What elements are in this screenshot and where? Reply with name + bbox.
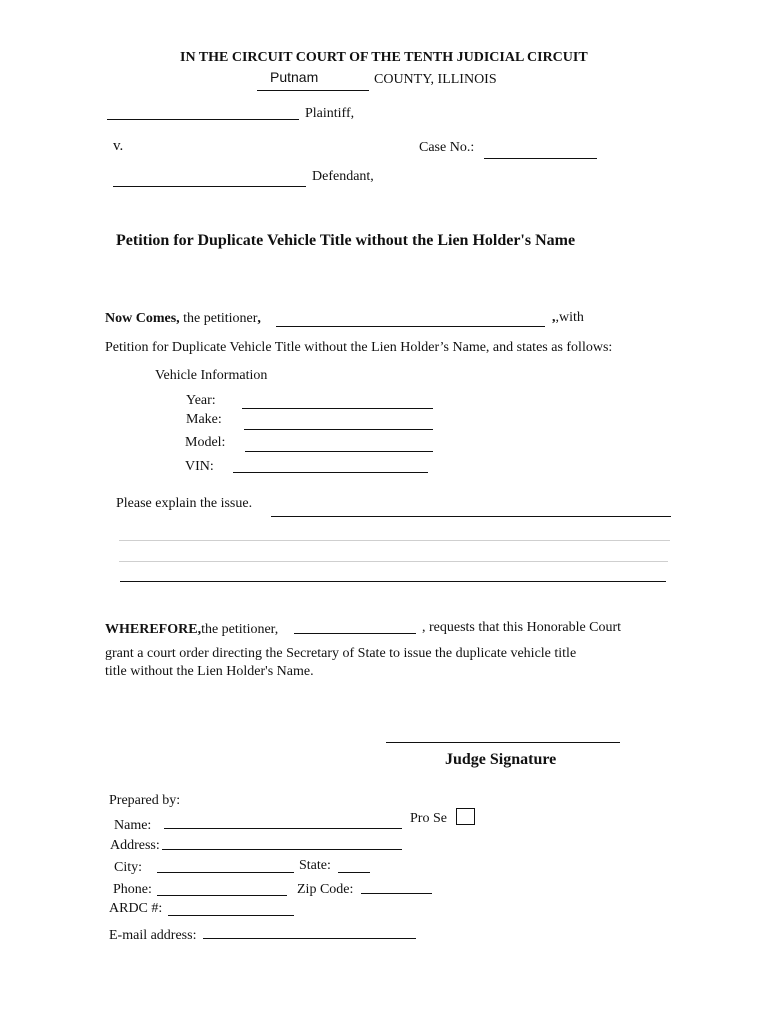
county-suffix: COUNTY, ILLINOIS <box>374 72 497 87</box>
with-text: ,,with <box>552 310 584 325</box>
vin-label: VIN: <box>185 459 214 474</box>
make-field[interactable] <box>244 413 433 430</box>
judge-signature-line[interactable] <box>386 742 620 743</box>
year-field[interactable] <box>242 392 433 409</box>
model-label: Model: <box>185 435 226 450</box>
pro-se-checkbox[interactable] <box>456 808 475 825</box>
email-field[interactable] <box>203 922 416 939</box>
wherefore-line <box>105 622 278 638</box>
court-heading: IN THE CIRCUIT COURT OF THE TENTH JUDICIAL CIRCUIT <box>180 50 588 65</box>
petitioner-comma: , <box>257 311 261 326</box>
petition-title: Petition for Duplicate Vehicle Title without the Lien Holder's Name <box>116 232 576 249</box>
wherefore-line-2: grant a court order directing the Secretary of State to issue the duplicate vehicle title <box>105 646 577 661</box>
now-comes-text: Now Comes, <box>105 311 180 326</box>
county-field-line[interactable] <box>257 90 369 91</box>
phone-field[interactable] <box>157 879 287 896</box>
plaintiff-label: Plaintiff, <box>305 106 355 121</box>
wherefore-petitioner: the petitioner, <box>201 622 279 637</box>
state-field[interactable] <box>338 856 370 873</box>
wherefore-requests: , requests that this Honorable Court <box>422 620 622 635</box>
now-comes-line <box>105 311 261 327</box>
wherefore-line-3: title without the Lien Holder's Name. <box>105 664 314 679</box>
make-label: Make: <box>186 412 222 427</box>
email-label: E-mail address: <box>109 928 197 943</box>
city-field[interactable] <box>157 856 294 873</box>
vin-field[interactable] <box>233 456 428 473</box>
explain-field-line-4[interactable] <box>120 581 666 582</box>
explain-field-line-2[interactable] <box>119 540 670 541</box>
petitioner-name-field[interactable] <box>276 310 545 327</box>
explain-field-line-3[interactable] <box>119 561 668 562</box>
pro-se-label: Pro Se <box>410 811 447 826</box>
zip-code-label: Zip Code: <box>297 882 354 897</box>
name-field[interactable] <box>164 812 402 829</box>
year-label: Year: <box>186 393 216 408</box>
ardc-label: ARDC #: <box>109 901 163 916</box>
judge-signature-label: Judge Signature <box>445 751 557 768</box>
prepared-by-heading: Prepared by: <box>109 793 181 808</box>
address-label: Address: <box>110 838 160 853</box>
phone-label: Phone: <box>113 882 152 897</box>
address-field[interactable] <box>162 833 402 850</box>
petition-statement: Petition for Duplicate Vehicle Title without the Lien Holder’s Name, and states as follows: <box>105 340 613 355</box>
county-value: Putnam <box>270 69 319 85</box>
explain-field-line-1[interactable] <box>271 500 671 517</box>
zip-code-field[interactable] <box>361 877 432 894</box>
ardc-field[interactable] <box>168 899 294 916</box>
name-label: Name: <box>114 818 152 833</box>
versus-label: v. <box>113 138 124 154</box>
defendant-label: Defendant, <box>312 169 374 184</box>
vehicle-info-heading: Vehicle Information <box>155 368 268 383</box>
explain-label: Please explain the issue. <box>116 496 253 511</box>
defendant-field[interactable] <box>113 170 306 187</box>
city-label: City: <box>114 860 143 875</box>
case-number-label: Case No.: <box>419 140 475 155</box>
plaintiff-field[interactable] <box>107 103 299 120</box>
the-petitioner-text: the petitioner <box>179 311 258 326</box>
model-field[interactable] <box>245 435 433 452</box>
wherefore-word: WHEREFORE, <box>105 622 202 637</box>
case-number-field[interactable] <box>484 142 597 159</box>
wherefore-petitioner-field[interactable] <box>294 617 416 634</box>
state-label: State: <box>299 858 331 873</box>
